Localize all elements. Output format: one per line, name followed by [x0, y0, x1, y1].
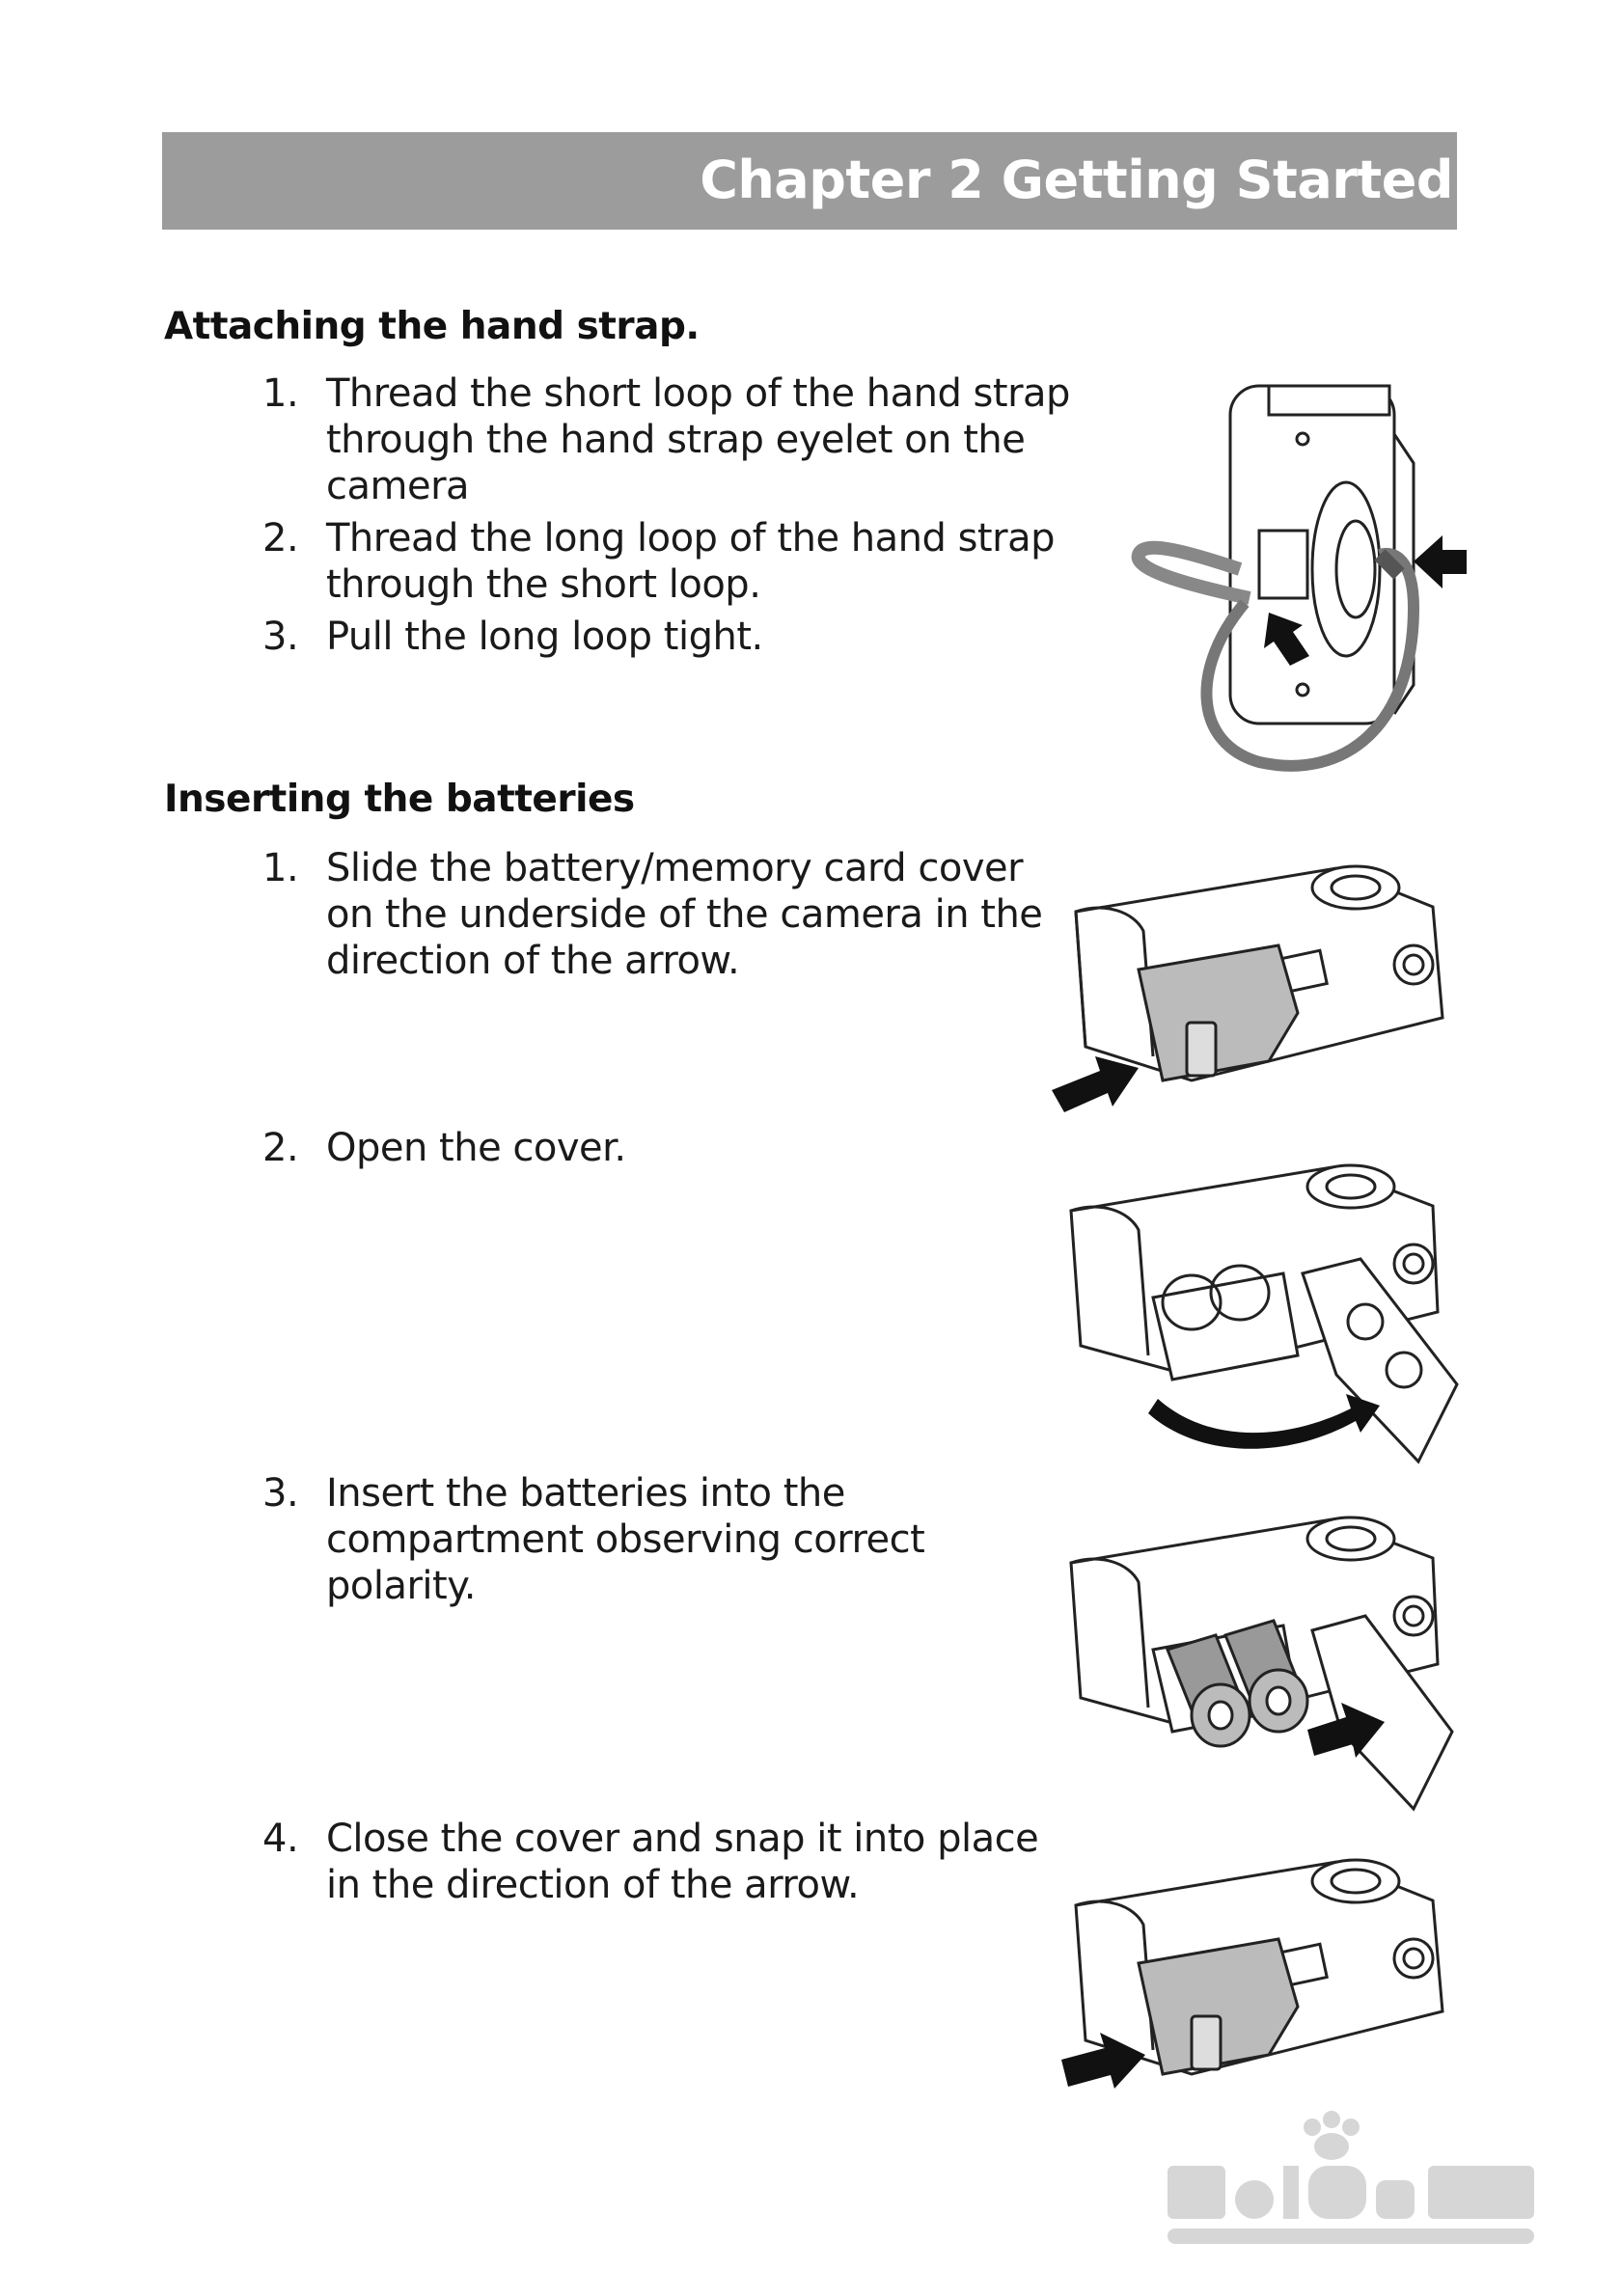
step-item — [262, 1470, 1063, 1609]
step-number: 2. — [262, 1126, 299, 1170]
step-text: Thread the long loop of the hand strap through the short loop. — [326, 516, 1055, 607]
step-number: 2. — [262, 516, 299, 560]
battery-step-4 — [262, 1816, 1063, 1908]
open-cover-illustration — [1042, 1153, 1467, 1481]
step-number: 3. — [262, 1471, 299, 1516]
step-item — [262, 370, 1112, 509]
step-item — [262, 614, 1112, 660]
step-text: Thread the short loop of the hand strap through the hand strap eyelet on the camera — [326, 371, 1070, 508]
step-text: Insert the batteries into the compartment observing correct polarity. — [326, 1471, 925, 1608]
chapter-header — [162, 132, 1457, 230]
battery-step-1 — [262, 845, 1063, 984]
chapter-title: Chapter 2 Getting Started — [700, 150, 1453, 210]
camera-hand-strap-illustration — [1124, 376, 1471, 781]
step-number: 1. — [262, 371, 299, 416]
step-text: Close the cover and snap it into place in the direction of the arrow. — [326, 1817, 1039, 1907]
baidu-jingyan-watermark — [1148, 2108, 1544, 2253]
step-number: 1. — [262, 846, 299, 890]
close-cover-illustration — [1047, 1847, 1462, 2127]
step-number: 4. — [262, 1817, 299, 1861]
section-heading-hand-strap: Attaching the hand strap. — [164, 305, 700, 348]
step-number: 3. — [262, 615, 299, 659]
step-text: Pull the long loop tight. — [326, 615, 763, 659]
step-text: Slide the battery/memory card cover on the underside of the camera in the direction of the arrow. — [326, 846, 1043, 983]
section-heading-batteries: Inserting the batteries — [164, 778, 635, 821]
slide-cover-illustration — [1047, 854, 1462, 1134]
hand-strap-steps — [262, 370, 1112, 660]
step-item — [262, 1816, 1063, 1908]
step-item — [262, 1125, 1063, 1171]
battery-step-2 — [262, 1125, 1063, 1171]
battery-step-3 — [262, 1470, 1063, 1609]
insert-batteries-illustration — [1042, 1505, 1467, 1833]
step-item — [262, 845, 1063, 984]
step-item — [262, 515, 1112, 608]
step-text: Open the cover. — [326, 1126, 626, 1170]
